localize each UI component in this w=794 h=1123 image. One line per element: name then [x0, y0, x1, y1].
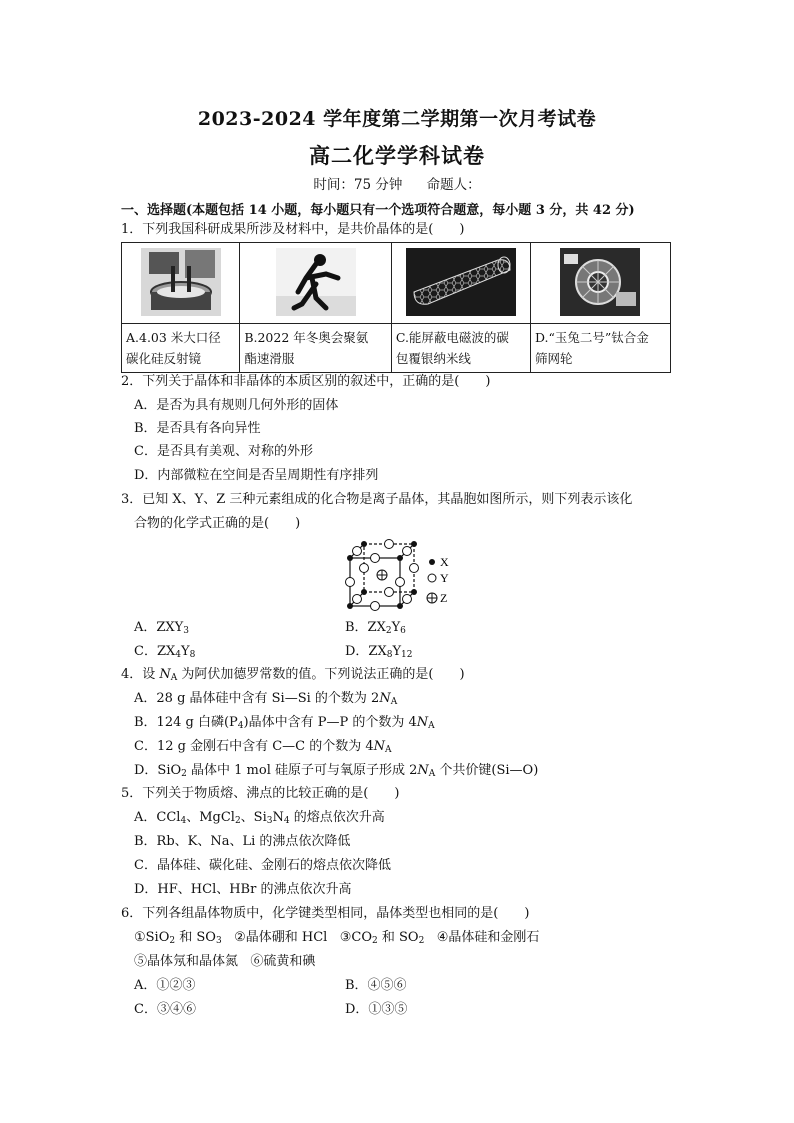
q4-b-n: N [416, 715, 429, 730]
exam-author: 命题人： [426, 177, 481, 193]
q5-option-c[interactable]: C．晶体硅、碳化硅、金刚石的熔点依次降低 [134, 858, 391, 873]
q5-option-a[interactable] [134, 809, 385, 830]
q3-c-sub1: 4 [175, 650, 181, 660]
q4-option-b[interactable] [134, 714, 435, 735]
q1-option-d-line2: 筛网轮 [534, 351, 573, 366]
q4-d-post: 个共价键(Si—O) [435, 763, 539, 778]
q1-image-d [530, 243, 670, 324]
q4-a-n: N [379, 691, 391, 706]
q6-option-d[interactable]: D．①③⑤ [345, 1002, 408, 1017]
q6-item-4: ④晶体硅和金刚石 [436, 930, 540, 945]
q2-stem: 2．下列关于晶体和非晶体的本质区别的叙述中，正确的是( ) [121, 374, 491, 389]
nanotube-icon [406, 248, 516, 316]
q5-a-post: 的熔点依次升高 [289, 810, 385, 825]
exam-meta [0, 173, 794, 193]
q1-image-c [391, 243, 530, 324]
q3-stem-line2: 合物的化学式正确的是( ) [134, 516, 301, 531]
q1-image-b [240, 243, 392, 324]
q3-b-sub2: 6 [400, 626, 406, 636]
q1-option-b-line2: 酯速滑服 [244, 351, 295, 366]
q3-c-text: C．ZX [134, 644, 176, 659]
q3-b-mid: Y [391, 620, 401, 635]
q5-a-text: A．CCl [134, 810, 181, 825]
q1-option-d[interactable] [530, 324, 670, 373]
q4-d-mid: 晶体中 1 mol 硅原子可与氧原子形成 2 [186, 763, 418, 778]
q4-a-text: A．28 g 晶体硅中含有 Si—Si 的个数为 2 [134, 691, 380, 706]
q3-c-mid: Y [180, 644, 190, 659]
q1-option-d-line1: D.“玉兔二号”钛合金 [534, 330, 649, 345]
q4-option-a[interactable] [134, 690, 397, 711]
q4-stem-sub: A [170, 673, 178, 683]
section-heading: 一、选择题(本题包括 14 小题，每小题只有一个选项符合题意，每小题 3 分，共 42 分) [121, 203, 635, 218]
q5-a-sub2: 2 [234, 816, 241, 826]
q3-a-text: A．ZXY [134, 620, 184, 635]
q4-d-text: D．SiO [134, 763, 182, 778]
q6-item-6: ⑥硫黄和碘 [250, 954, 316, 969]
q4-a-sub: A [390, 697, 398, 707]
q3-b-text: B．ZX [345, 620, 386, 635]
q6-item-3: $③CO_2$ 和 $SO_2$ [339, 930, 425, 946]
q6-option-a[interactable]: A．①②③ [134, 978, 196, 993]
q4-c-text: C．12 g 金刚石中含有 C—C 的个数为 4 [134, 739, 374, 754]
q5-a-sub3: 3 [266, 816, 273, 826]
q6-items-line2 [134, 953, 315, 971]
q4-stem-post: 为阿伏加德罗常数的值。下列说法正确的是( ) [177, 667, 465, 682]
q2-option-b[interactable]: B．是否具有各向异性 [134, 421, 261, 436]
q1-image-a [122, 243, 240, 324]
q3-b-sub1: 2 [385, 626, 392, 636]
q6-option-b[interactable]: B．④⑤⑥ [345, 978, 407, 993]
q4-b-sub: A [428, 721, 435, 731]
q4-d-sub: A [428, 769, 436, 779]
legend-z: Z [440, 591, 448, 605]
q4-c-sub: A [385, 745, 392, 755]
q4-c-n: N [373, 739, 386, 754]
q2-option-a[interactable]: A．是否为具有规则几何外形的固体 [134, 398, 339, 413]
q1-option-c[interactable] [391, 324, 530, 373]
q3-d-sub1: 8 [386, 650, 393, 660]
q4-b-sub1: 4 [237, 721, 244, 731]
exam-subtitle: 高二化学学科试卷 [309, 143, 485, 168]
q4-b-mid: )晶体中含有 P—P 的个数为 4 [243, 715, 417, 730]
q3-option-a[interactable] [134, 619, 189, 640]
q5-option-d[interactable]: D．HF、HCl、HBr 的沸点依次升高 [134, 882, 352, 897]
q4-option-c[interactable] [134, 738, 392, 759]
q3-d-text: D．ZX [345, 644, 387, 659]
q5-a-m3: N [272, 810, 284, 825]
exam-title: 2023-2024 学年度第二学期第一次月考试卷 [197, 108, 597, 130]
reflector-mirror-icon [141, 248, 221, 316]
q4-option-d[interactable] [134, 762, 538, 783]
q6-option-c[interactable]: C．③④⑥ [134, 1002, 196, 1017]
q6-item-1: ①SiO$_2$ 和 $SO_3$ [134, 930, 222, 946]
q1-option-a[interactable] [122, 324, 240, 373]
q3-option-d[interactable] [345, 643, 413, 664]
q1-table [121, 242, 671, 373]
q3-d-mid: Y [392, 644, 402, 659]
q6-item-2: ②晶体硼和 HCl [234, 930, 328, 945]
q1-option-a-line2: 碳化硅反射镜 [126, 351, 202, 366]
q4-d-sub1: 2 [181, 769, 187, 779]
q5-a-sub1: 4 [180, 816, 187, 826]
q3-a-sub: 3 [183, 626, 189, 636]
legend-y: Y [440, 571, 449, 585]
q1-option-a-line1: A.4.03 米大口径 [126, 330, 221, 345]
q5-stem: 5．下列关于物质熔、沸点的比较正确的是( ) [121, 786, 400, 801]
q3-crystal-cell-figure [342, 538, 462, 618]
q5-a-m2: 、Si [240, 810, 267, 825]
q1-option-c-line1: C.能屏蔽电磁波的碳 [395, 330, 509, 345]
q6-item-5: ⑤晶体氖和晶体氮 [134, 954, 239, 969]
q1-option-c-line2: 包覆银纳米线 [395, 351, 471, 366]
q4-d-n: N [417, 763, 429, 778]
q2-option-c[interactable]: C．是否具有美观、对称的外形 [134, 444, 313, 459]
q3-option-c[interactable] [134, 643, 195, 664]
legend-x: X [440, 555, 449, 569]
q3-option-b[interactable] [345, 619, 406, 640]
speed-skater-icon [276, 248, 356, 316]
unit-cell-diagram [342, 538, 462, 614]
q3-d-sub2: 12 [401, 650, 413, 660]
q1-stem: 1．下列我国科研成果所涉及材料中，是共价晶体的是( ) [121, 222, 465, 237]
q3-stem-line1: 3．已知 X、Y、Z 三种元素组成的化合物是离子晶体，其晶胞如图所示，则下列表示该化 [121, 492, 633, 507]
q5-a-sub4: 4 [283, 816, 290, 826]
q1-option-b[interactable] [240, 324, 392, 373]
exam-time: 时间：75 分钟 [313, 177, 403, 193]
q5-a-m1: 、MgCl [186, 810, 235, 825]
q6-stem: 6．下列各组晶体物质中，化学键类型相同，晶体类型也相同的是( ) [121, 906, 530, 921]
q4-stem [121, 666, 465, 687]
q3-c-sub2: 8 [189, 650, 196, 660]
q5-option-b[interactable]: B．Rb、K、Na、Li 的沸点依次降低 [134, 834, 351, 849]
q4-stem-n: N [159, 667, 171, 682]
q1-option-b-line1: B.2022 年冬奥会聚氨 [244, 330, 369, 345]
q6-items-line1 [134, 929, 539, 950]
q4-stem-pre: 4．设 [121, 667, 160, 682]
q2-option-d[interactable]: D．内部微粒在空间是否呈周期性有序排列 [134, 468, 379, 483]
q4-b-text: B．124 g 白磷(P [134, 715, 238, 730]
rover-wheel-icon [560, 248, 640, 316]
